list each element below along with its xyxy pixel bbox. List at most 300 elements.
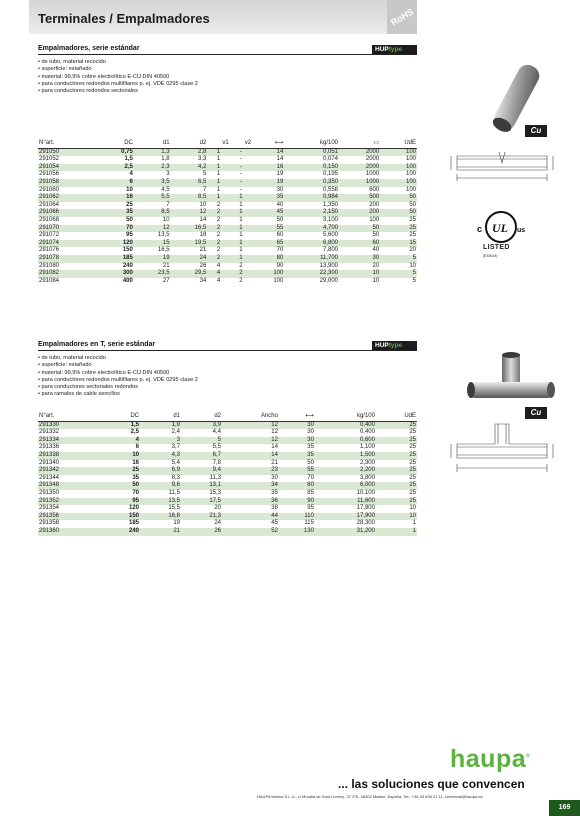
table-cell: 44 (222, 513, 279, 521)
table-cell: 11,5 (168, 489, 180, 496)
table-cell: 2 (230, 270, 252, 278)
bullet-item: • para ramales de cable sencillos (38, 391, 198, 398)
table-row (38, 171, 417, 179)
table-cell: 1 (376, 528, 417, 536)
type-text: type (388, 46, 403, 53)
table-cell: 50 (409, 201, 416, 208)
table-cell: 10 (339, 270, 380, 278)
table-cell: 291076 (39, 247, 60, 254)
table-row (38, 490, 417, 498)
table-cell: 1 (239, 232, 243, 239)
table-cell: 291330 (38, 421, 104, 429)
table-cell: 291352 (38, 498, 104, 506)
table-cell: 18 (199, 232, 207, 239)
table-cell: 25 (409, 474, 416, 481)
table-cell: 3,5 (134, 179, 171, 187)
table-row (38, 278, 417, 286)
table-cell: 1000 (339, 179, 380, 187)
table-cell: 2 (207, 255, 229, 263)
table-cell: 12 (171, 209, 208, 217)
table-cell: 52 (222, 528, 279, 536)
table-cell: - (230, 148, 252, 156)
table-cell: 25 (376, 467, 417, 475)
table-cell: 100 (380, 164, 417, 172)
table-cell: 13,5 (157, 232, 170, 239)
ul-mark: UL (492, 221, 508, 235)
table-cell: 0,558 (322, 186, 338, 193)
table-cell: 95 (307, 505, 314, 512)
table-cell: 2 (216, 232, 221, 239)
ul-us: us (517, 227, 526, 234)
table-cell: 1,500 (315, 452, 376, 460)
table-cell: 10 (162, 216, 170, 223)
column-header: v1 (207, 140, 229, 148)
table-cell: 22,300 (284, 270, 339, 278)
table-cell: 1,5 (124, 156, 133, 163)
table-cell: 50 (307, 459, 314, 466)
table-cell: 21 (199, 247, 207, 254)
table-cell: 4,3 (140, 452, 181, 460)
table-cell: 20 (214, 505, 221, 512)
table-cell: 25 (376, 437, 417, 445)
table-row (38, 156, 417, 164)
table-cell: 4 (216, 277, 221, 284)
table-cell: 291064 (39, 201, 60, 208)
table-cell: 291344 (39, 474, 60, 481)
bullet-item: • superficie: estañado (38, 66, 198, 73)
table-cell: 2000 (339, 148, 380, 156)
table-cell: 70 (276, 247, 284, 254)
table-cell: 291336 (39, 444, 60, 451)
hup-text: HUP (375, 342, 389, 349)
table-cell: 65 (252, 240, 284, 248)
table-cell: 12 (271, 429, 278, 436)
table-header-row (38, 413, 417, 421)
table-cell: 291056 (39, 171, 60, 178)
hup-type-badge (372, 45, 417, 54)
table-cell: 35 (252, 194, 284, 202)
table-cell: 35 (97, 209, 134, 217)
table-cell: 25 (376, 482, 417, 490)
table-row (38, 513, 417, 521)
table-cell: 8,5 (171, 194, 208, 202)
table-cell: 20 (372, 262, 380, 269)
table-cell: 25 (409, 444, 416, 451)
table-cell: 1,9 (140, 421, 181, 429)
table-cell: 13,5 (140, 498, 181, 506)
butt-splice-drawing (447, 148, 557, 191)
table-cell: 100 (405, 171, 416, 178)
table-cell: 11,700 (284, 255, 339, 263)
table-cell: 2,4 (171, 429, 180, 436)
table-cell: 291072 (39, 232, 60, 239)
table-cell: 24 (171, 255, 208, 263)
table-cell: 2,200 (315, 467, 376, 475)
table-cell: 35 (279, 452, 315, 460)
table-cell: 120 (97, 240, 134, 248)
table-cell: 40 (372, 247, 380, 254)
table-cell: 200 (369, 201, 380, 208)
column-header: d1 (140, 413, 181, 421)
bullet-item: • para conductores redondos multifilares p. ej. VDE 0295 clase 2 (38, 81, 198, 88)
table-cell: 70 (97, 225, 134, 233)
table-cell: 55 (279, 467, 315, 475)
table-row (38, 429, 417, 437)
table-cell: 6,9 (140, 467, 181, 475)
table-cell: 291348 (38, 482, 104, 490)
table-cell: 25 (104, 467, 140, 475)
table-cell: 14 (199, 216, 207, 223)
column-header: N°art. (38, 413, 104, 421)
table-row (38, 217, 417, 225)
table-cell: 185 (97, 255, 134, 263)
table-cell: 23 (222, 467, 279, 475)
table-cell: 0,600 (315, 437, 376, 445)
table-cell: 291066 (38, 209, 97, 217)
table-cell: 1 (230, 240, 252, 248)
table-cell: 100 (369, 216, 380, 223)
table-cell: 1,5 (104, 421, 140, 429)
column-header: ⟷ (279, 413, 315, 421)
footer-address: HAUPA Ibérica S.L.U., c/ Muralla de Sant Llorenç, 37 2ºA, 08302 Mataró, España, Tel.: +34 93 638 21 11, comercial@haupa.es (257, 794, 483, 799)
table-cell: 14 (252, 148, 284, 156)
table-row (38, 247, 417, 255)
table-cell: 50 (380, 194, 417, 202)
table-cell: - (230, 164, 252, 172)
ul-c: c (477, 224, 483, 234)
table-cell: 2,5 (130, 429, 139, 436)
table-cell: 291080 (39, 262, 60, 269)
section2-title: Empalmadores en T, serie estándar (38, 341, 156, 348)
table-cell: 2,150 (284, 209, 339, 217)
copper-badge-2: Cu (525, 407, 547, 419)
table-cell: 10 (409, 262, 416, 269)
table-cell: 1 (412, 520, 416, 527)
table-cell: 25 (409, 489, 416, 496)
table-cell: 50 (104, 482, 140, 490)
table-cell: 60 (339, 240, 380, 248)
column-header: d2 (181, 413, 222, 421)
registered-mark: ® (526, 753, 531, 760)
table-row (38, 270, 417, 278)
table-cell: 29,5 (171, 270, 208, 278)
table-cell: 291058 (38, 179, 97, 187)
table-cell: 23,5 (134, 270, 171, 278)
table-cell: 19 (276, 171, 284, 178)
table-cell: 17,800 (356, 505, 375, 512)
table-cell: 25 (409, 429, 416, 436)
table-cell: 2,5 (97, 164, 134, 172)
table-cell: 1,8 (161, 156, 170, 163)
page-title: Terminales / Empalmadores (38, 11, 210, 26)
table-cell: 30 (279, 421, 315, 429)
table-row (38, 528, 417, 536)
table-cell: 1,3 (134, 148, 171, 156)
table-cell: 17,5 (181, 498, 222, 506)
table-cell: 2,300 (359, 459, 375, 466)
table-cell: 1 (239, 216, 243, 223)
column-header: DC (104, 413, 140, 421)
table-cell: 115 (304, 520, 314, 527)
rohs-badge (387, 0, 417, 34)
table-cell: 5 (202, 171, 207, 178)
table-row (38, 505, 417, 513)
table-cell: 5 (380, 255, 417, 263)
table-cell: 291052 (39, 156, 60, 163)
table-cell: 0,350 (284, 179, 339, 187)
table-cell: 26 (181, 528, 222, 536)
table-cell: 16,8 (140, 513, 181, 521)
table-cell: - (239, 171, 242, 178)
table-cell: 12 (222, 421, 279, 429)
table-cell: - (230, 179, 252, 187)
table-cell: 291074 (38, 240, 97, 248)
table-cell: 100 (405, 186, 416, 193)
table-row (38, 209, 417, 217)
table-cell: 6,7 (181, 452, 222, 460)
table-cell: 25 (376, 498, 417, 506)
table-cell: 7 (166, 201, 170, 208)
table-cell: 6,000 (315, 482, 376, 490)
table-cell: 25 (409, 459, 416, 466)
table-cell: 0,400 (315, 421, 376, 429)
table-cell: 45 (271, 520, 278, 527)
table-cell: 90 (279, 498, 315, 506)
table-cell: 4,2 (171, 164, 208, 172)
table-cell: 300 (97, 270, 134, 278)
table-cell: 38 (271, 505, 278, 512)
table-cell: 21 (140, 528, 181, 536)
table-cell: 34 (199, 277, 207, 284)
table-cell: 14 (271, 444, 278, 451)
table-cell: 291084 (39, 277, 60, 284)
section2-table (38, 413, 417, 536)
table-cell: 19 (134, 255, 171, 263)
table-cell: 16 (97, 194, 134, 202)
table-cell: 3,800 (359, 474, 375, 481)
table-cell: 5,4 (171, 459, 180, 466)
table-cell: 291350 (39, 489, 60, 496)
table-row (38, 232, 417, 240)
table-cell: 25 (376, 452, 417, 460)
table-cell: 240 (122, 262, 133, 269)
table-cell: 600 (369, 186, 380, 193)
table-cell: 4,5 (161, 186, 170, 193)
bullet-item: • material: 99,9% cobre electrolítico E-CU DIN 40500 (38, 370, 198, 377)
table-cell: 24 (214, 520, 221, 527)
table-cell: 6,5 (171, 179, 208, 187)
table-cell: 21 (162, 262, 170, 269)
haupa-logo (450, 745, 530, 774)
table-cell: 50 (339, 225, 380, 233)
table-cell: 1 (230, 209, 252, 217)
table-row (38, 148, 417, 156)
table-cell: 5 (181, 437, 222, 445)
table-cell: 27 (162, 277, 170, 284)
table-cell: 4,700 (284, 225, 339, 233)
table-cell: 1,100 (359, 444, 375, 451)
table-cell: 50 (380, 209, 417, 217)
table-cell: 4 (104, 437, 140, 445)
table-cell: 16,5 (171, 225, 208, 233)
table-cell: 17,900 (315, 513, 376, 521)
type-text: type (388, 342, 403, 349)
table-cell: 0,074 (322, 156, 338, 163)
table-cell: 3,7 (171, 444, 180, 451)
table-cell: 20 (409, 247, 416, 254)
bullet-item: • de tubo, material recocido (38, 355, 198, 362)
hup-type-badge-2 (372, 341, 417, 350)
table-cell: 21,3 (181, 513, 222, 521)
table-cell: 11,3 (209, 474, 221, 481)
table-cell: 291054 (38, 164, 97, 172)
table-cell: 2 (207, 225, 229, 233)
table-cell: 120 (128, 505, 139, 512)
table-cell: 30 (271, 474, 278, 481)
table-cell: 30 (307, 429, 314, 436)
table-cell: 1 (239, 201, 243, 208)
table-cell: 291354 (39, 505, 60, 512)
table-cell: 291338 (38, 452, 104, 460)
table-row (38, 452, 417, 460)
section1-table (38, 140, 417, 285)
table-cell: 3,3 (197, 156, 207, 163)
table-cell: 19 (252, 179, 284, 187)
table-cell: 4 (207, 270, 229, 278)
table-cell: 8,3 (171, 474, 180, 481)
table-cell: 19,5 (171, 240, 208, 248)
table-cell: 291358 (39, 520, 60, 527)
table-cell: 2 (239, 277, 243, 284)
table-cell: 1 (207, 164, 229, 172)
table-cell: 40 (276, 201, 284, 208)
table-cell: 291332 (39, 429, 60, 436)
table-cell: 291356 (38, 513, 104, 521)
column-header: v2 (230, 140, 252, 148)
table-cell: 291360 (38, 528, 104, 536)
rohs-label: RoHS (388, 6, 416, 28)
table-cell: 0,984 (284, 194, 339, 202)
table-cell: 25 (409, 216, 416, 223)
table-row (38, 179, 417, 187)
table-cell: 2,3 (134, 164, 171, 172)
table-cell: 5 (412, 277, 416, 284)
table-cell: 35 (271, 489, 278, 496)
column-header: UdE (380, 140, 417, 148)
table-row (38, 164, 417, 172)
table-cell: 1 (207, 194, 229, 202)
table-cell: 95 (126, 232, 133, 239)
table-cell: 10 (126, 186, 133, 193)
table-cell: 15 (134, 240, 171, 248)
copper-badge: Cu (525, 125, 547, 137)
table-cell: 10 (199, 201, 207, 208)
table-cell: 8,5 (134, 209, 171, 217)
table-cell: 45 (252, 209, 284, 217)
table-cell: 1 (230, 225, 252, 233)
table-cell: 5,5 (134, 194, 171, 202)
table-cell: 15,3 (209, 489, 221, 496)
table-cell: 26 (199, 262, 207, 269)
bullet-item: • material: 99,9% cobre electrolítico E-CU DIN 40500 (38, 74, 198, 81)
table-cell: 1 (216, 156, 221, 163)
table-cell: 80 (252, 255, 284, 263)
column-header: d2 (171, 140, 208, 148)
table-cell: 1,350 (322, 201, 338, 208)
table-cell: 291062 (38, 194, 97, 202)
table-cell: 30 (339, 255, 380, 263)
table-cell: 12 (134, 225, 171, 233)
table-cell: 16 (252, 164, 284, 172)
table-cell: 3 (166, 171, 170, 178)
table-cell: 21 (271, 459, 278, 466)
table-cell: 291050 (38, 148, 97, 156)
table-cell: 5,5 (212, 444, 221, 451)
table-cell: 7,800 (322, 247, 338, 254)
table-cell: 36 (222, 498, 279, 506)
table-cell: 28,300 (356, 520, 375, 527)
table-cell: 2 (216, 247, 221, 254)
bullet-item: • superficie: estañado (38, 362, 198, 369)
table-cell: 7,8 (212, 459, 221, 466)
table-cell: 1 (216, 186, 221, 193)
table-cell: 4 (216, 262, 221, 269)
page-number: 169 (549, 800, 580, 816)
table-cell: 14 (222, 452, 279, 460)
table-cell: 5 (380, 270, 417, 278)
table-cell: - (239, 156, 242, 163)
table-cell: 100 (405, 156, 416, 163)
t-splice-drawing (447, 422, 557, 485)
table-cell: 85 (307, 489, 314, 496)
bullet-item: • para conductores sectoriales redondos (38, 384, 198, 391)
table-cell: 6,800 (284, 240, 339, 248)
column-header: ▭ (339, 140, 380, 148)
brand-name: haupa (450, 745, 527, 773)
table-row (38, 202, 417, 210)
table-cell: 1 (207, 179, 229, 187)
table-cell: 10 (104, 452, 140, 460)
column-header: kg/100 (284, 140, 339, 148)
section2-divider (38, 350, 417, 351)
table-cell: 70 (132, 489, 139, 496)
table-cell: 291340 (39, 459, 60, 466)
table-cell: 30 (279, 437, 315, 445)
table-cell: 16,5 (157, 247, 170, 254)
table-row (38, 437, 417, 445)
column-header: ⟷ (252, 140, 284, 148)
table-row (38, 444, 417, 452)
table-cell: 10 (409, 505, 416, 512)
table-cell: 50 (372, 232, 380, 239)
table-cell: 291078 (38, 255, 97, 263)
table-cell: 500 (339, 194, 380, 202)
table-cell: 3 (140, 437, 181, 445)
column-header: Ancho (222, 413, 279, 421)
table-cell: 2 (216, 201, 221, 208)
table-cell: 50 (276, 216, 284, 223)
section1-bullets (38, 59, 198, 95)
column-header: DC (97, 140, 134, 148)
bullet-item: • de tubo, material recocido (38, 59, 198, 66)
column-header: d1 (134, 140, 171, 148)
table-cell: 2 (216, 216, 221, 223)
table-cell: 2 (207, 240, 229, 248)
table-row (38, 240, 417, 248)
table-cell: 31,200 (315, 528, 376, 536)
table-cell: 30 (276, 186, 284, 193)
table-cell: 13,1 (181, 482, 222, 490)
